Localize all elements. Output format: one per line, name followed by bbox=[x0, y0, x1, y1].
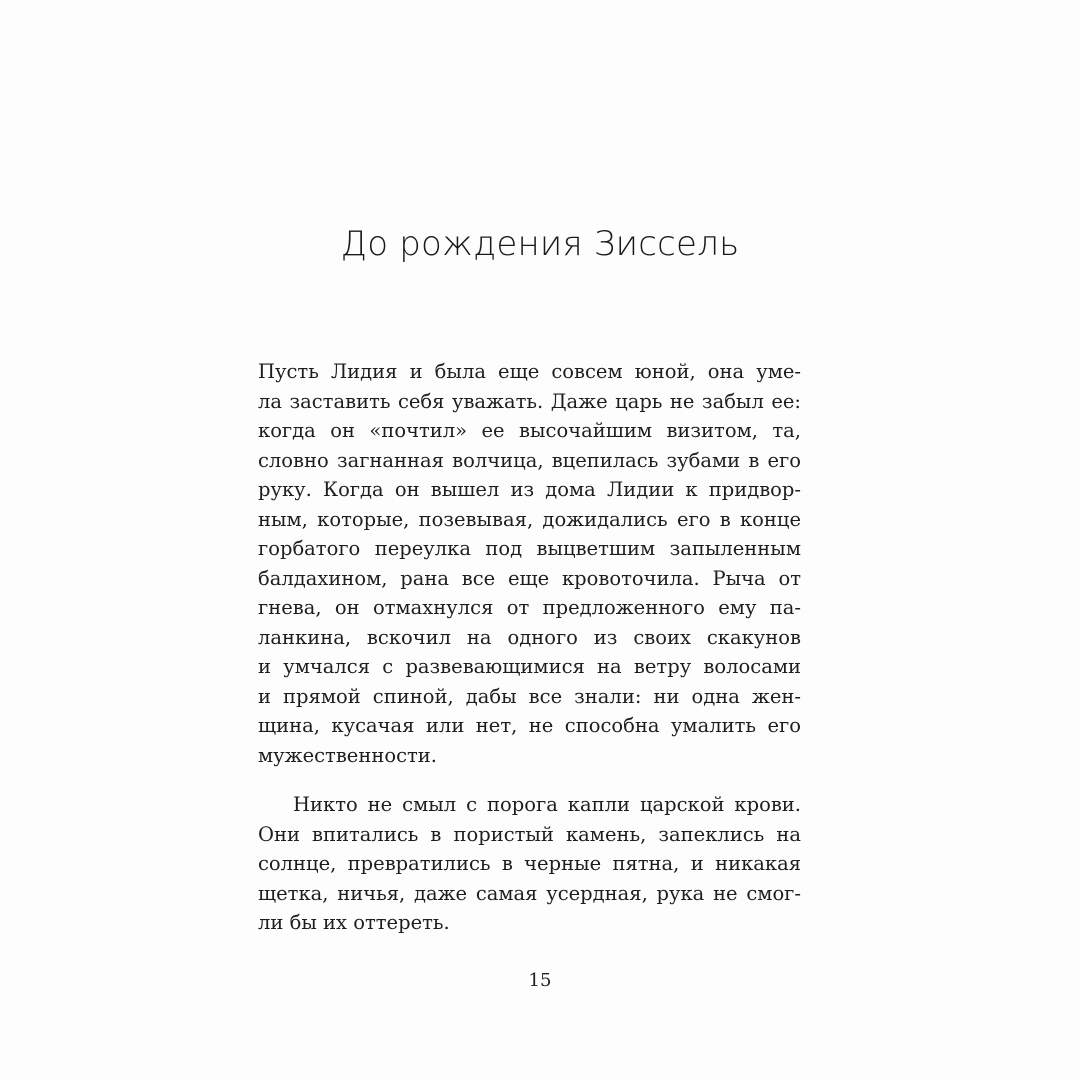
text-line: ли бы их оттереть. bbox=[258, 911, 450, 934]
text-line: и прямой спиной, дабы все знали: ни одна жен- bbox=[258, 684, 801, 708]
text-line: руку. Когда он вышел из дома Лидии к придвор- bbox=[258, 478, 801, 501]
page-number: 15 bbox=[528, 970, 552, 991]
text-line: и умчался с развевающимися на ветру волосами bbox=[258, 655, 801, 678]
paragraph-1 bbox=[258, 357, 801, 770]
text-line: мужественности. bbox=[258, 743, 437, 767]
text-line: ла заставить себя уважать. Даже царь не забыл ее: bbox=[258, 389, 801, 413]
text-line: балдахином, рана все еще кровоточила. Рыча от bbox=[258, 566, 801, 590]
text-line: Они впитались в пористый камень, запеклись на bbox=[258, 822, 801, 846]
text-line: словно загнанная волчица, вцепилась зубами в его bbox=[258, 448, 801, 472]
chapter-title: До рождения Зиссель bbox=[340, 224, 740, 264]
paragraph-2 bbox=[258, 790, 801, 938]
text-line: когда он «почтил» ее высочайшим визитом, та, bbox=[258, 419, 801, 442]
text-line: Пусть Лидия и была еще совсем юной, она уме- bbox=[258, 360, 801, 383]
text-line: горбатого переулка под выцветшим запыленным bbox=[258, 537, 801, 560]
text-line: солнце, превратились в черные пятна, и никакая bbox=[258, 852, 801, 875]
text-line: щина, кусачая или нет, не способна умалить его bbox=[258, 714, 801, 737]
text-line: Никто не смыл с порога капли царской крови. bbox=[293, 793, 801, 816]
text-line: ланкина, вскочил на одного из своих скакунов bbox=[258, 625, 801, 649]
text-line: гнева, он отмахнулся от предложенного ему па- bbox=[258, 596, 801, 619]
text-line: ным, которые, позевывая, дожидались его в конце bbox=[258, 507, 801, 531]
text-line: щетка, ничья, даже самая усердная, рука не смог- bbox=[258, 881, 801, 905]
